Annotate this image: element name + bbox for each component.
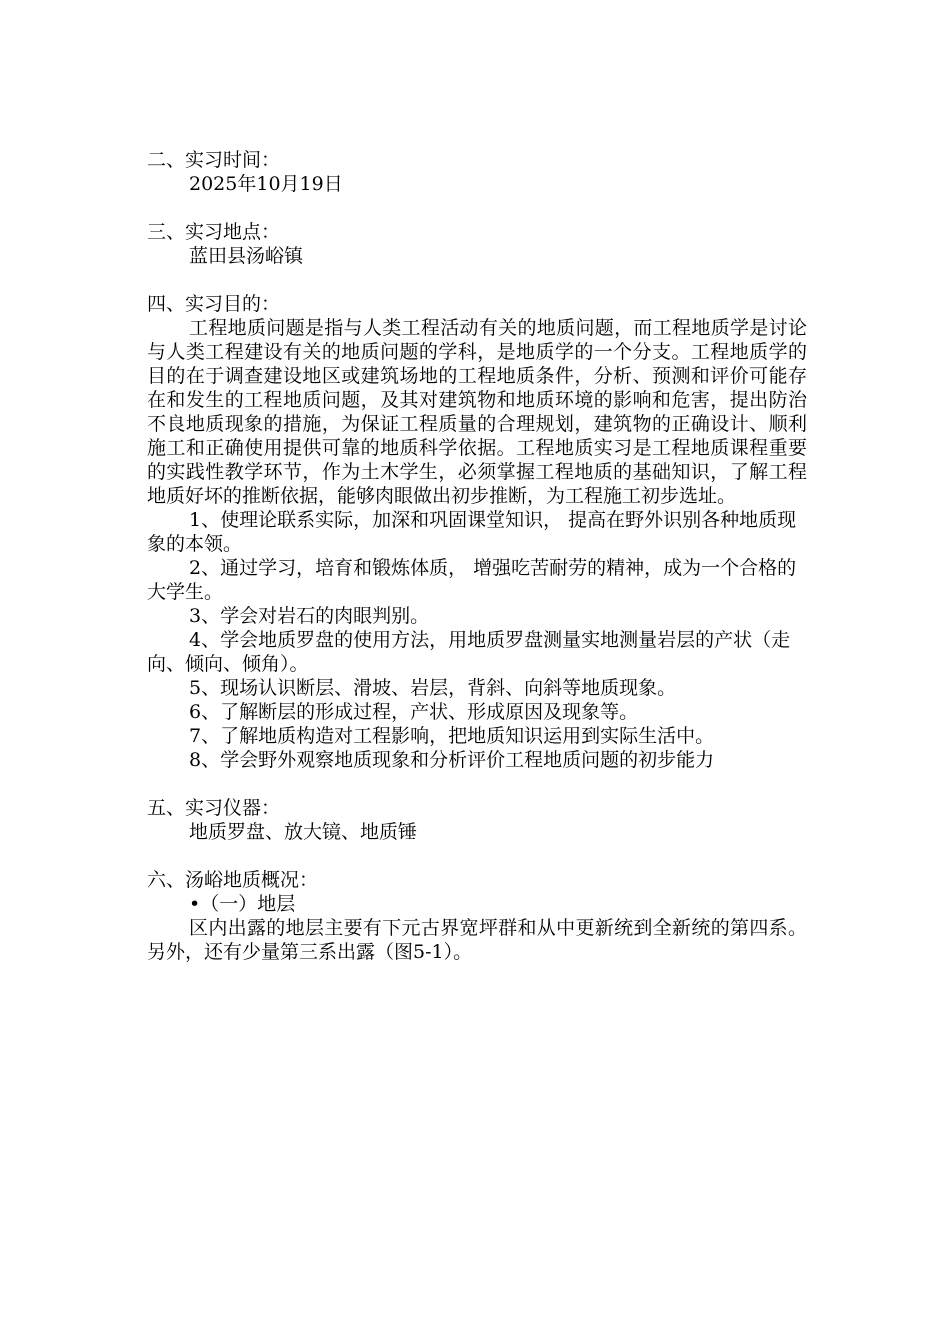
purpose-item: 3、学会对岩石的肉眼判别。 [189,605,430,627]
section-purpose [147,292,807,772]
place-value: 蓝田县汤峪镇 [189,245,304,267]
section-heading-overview: 六、汤峪地质概况： [147,869,319,891]
purpose-item: 7、了解地质构造对工程影响，把地质知识运用到实际生活中。 [189,725,715,747]
overview-paragraph: 区内出露的地层主要有下元古界宽坪群和从中更新统到全新统的第四系。另外，还有少量第三系出露（图5-1）。 [147,917,807,963]
section-time [147,148,807,196]
section-heading-time: 二、实习时间： [147,149,281,171]
purpose-item: 1、使理论联系实际，加深和巩固课堂知识， 提高在野外识别各种地质现象的本领。 [147,509,797,555]
purpose-item: 2、通过学习，培育和锻炼体质， 增强吃苦耐劳的精神，成为一个合格的大学生。 [147,557,797,603]
section-instruments [147,796,807,844]
section-overview [147,868,807,964]
section-heading-purpose: 四、实习目的： [147,293,281,315]
instruments-value: 地质罗盘、放大镜、地质锤 [189,821,418,843]
section-heading-instruments: 五、实习仪器： [147,797,281,819]
purpose-item: 6、了解断层的形成过程，产状、形成原因及现象等。 [189,701,639,723]
purpose-paragraph: 工程地质问题是指与人类工程活动有关的地质问题，而工程地质学是讨论与人类工程建设有关的地质问题的学科，是地质学的一个分支。工程地质学的目的在于调查建设地区或建筑场地的工程地质条件，分析、预测和评价可能存在和发生的工程地质问题，及其对建筑物和地质环境的影响和危害，提出防治不良地质现象的措施，为保证工程质量的合理规划，建筑物的正确设计、顺利施工和正确使用提供可靠的地质科学依据。工程地质实习是工程地质课程重要的实践性教学环节，作为土木学生，必须掌握工程地质的基础知识，了解工程地质好坏的推断依据，能够肉眼做出初步推断，为工程施工初步选址。 [147,317,807,507]
section-heading-place: 三、实习地点： [147,221,281,243]
purpose-item: 5、现场认识断层、滑坡、岩层，背斜、向斜等地质现象。 [189,677,677,699]
purpose-item: 4、学会地质罗盘的使用方法，用地质罗盘测量实地测量岩层的产状（走向、倾向、倾角）。 [147,629,791,675]
time-value: 2025年10月19日 [189,173,343,195]
section-place [147,220,807,268]
overview-bullet: •（一）地层 [189,893,296,915]
document-page [147,148,807,988]
purpose-item: 8、学会野外观察地质现象和分析评价工程地质问题的初步能力 [189,749,715,771]
